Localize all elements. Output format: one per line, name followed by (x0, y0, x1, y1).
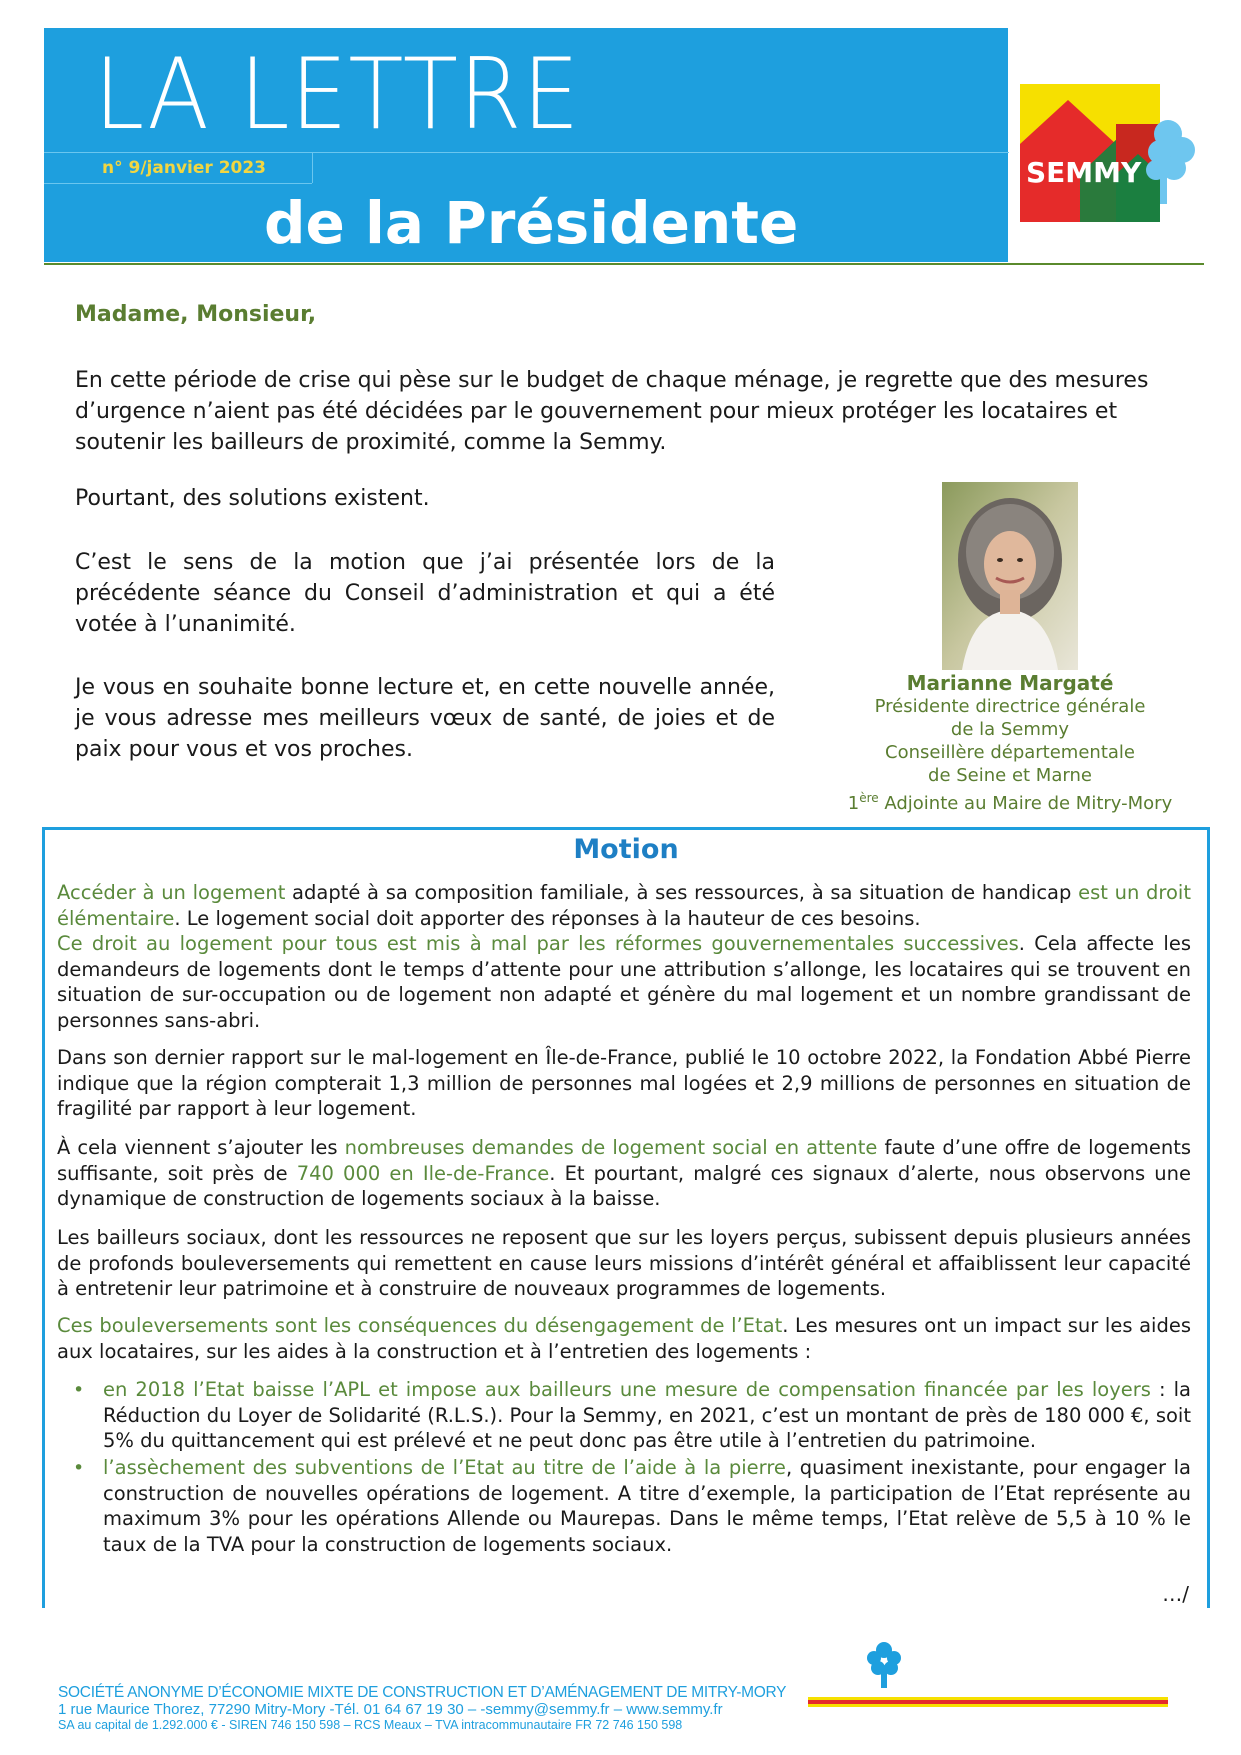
highlight: en 2018 l’Etat baisse l’APL et impose aux bailleurs une mesure de compensation financée par les loyers (103, 1378, 1151, 1401)
motion-paragraph-3 (57, 1135, 1191, 1212)
text: . Et pourtant, malgré ces signaux d’alerte, nous observons une dynamique de construction de logements sociaux à la baisse. (57, 1161, 1191, 1210)
letter-paragraph-4: Je vous en souhaite bonne lecture et, en cette nouvelle année, je vous adresse mes meilleurs vœux de santé, de joies et de paix pour vous et vos proches. (75, 675, 775, 762)
tree-icon (864, 1640, 904, 1690)
signature-role-1: Présidente directrice générale (874, 696, 1146, 717)
motion-title: Motion (573, 834, 679, 865)
motion-bullet-1 (103, 1377, 1191, 1454)
logo-text: SEMMY (1026, 156, 1142, 189)
letter-paragraph-1: En cette période de crise qui pèse sur le budget de chaque ménage, je regrette que des mesures d’urgence n’aient pas été décidées par le gouvernement pour mieux protéger les locataires et soutenir les bailleurs de proximité, comme la Semmy. (75, 368, 1149, 455)
highlight: 740 000 en Ile-de-France (296, 1161, 550, 1185)
letter-paragraph-2: Pourtant, des solutions existent. (75, 486, 430, 511)
footer (58, 1684, 786, 1733)
text: : la Réduction du Loyer de Solidarité (R.L.S.). Pour la Semmy, en 2021, c’est un montant de près de 180 000 €, soit 5% du quittancement qui est prélevé et ne peut donc pas être utile à l’entretien du patrimoine. (103, 1378, 1191, 1452)
highlight: Accéder à un logement (57, 881, 286, 904)
text: . Le logement social doit apporter des réponses à la hauteur de ces besoins. (174, 906, 921, 930)
issue-number: n° 9/janvier 2023 (102, 158, 267, 178)
signature-role-5-sup: ère (859, 791, 879, 805)
title-de-la-presidente: de la Présidente (264, 189, 799, 257)
highlight: Ces bouleversements sont les conséquences du désengagement de l’Etat (57, 1314, 783, 1337)
continued-marker: …/ (1162, 1582, 1189, 1606)
bullet-icon: • (73, 1457, 85, 1479)
highlight: est un droit élémentaire (57, 881, 1191, 930)
signature-role-5-num: 1 (847, 793, 860, 814)
signature-block (820, 672, 1200, 815)
footer-legal: SA au capital de 1.292.000 € - SIREN 746 150 598 – RCS Meaux – TVA intracommunautaire FR 72 746 150 598 (58, 1718, 683, 1732)
signature-name: Marianne Margaté (906, 671, 1114, 695)
highlight: Ce droit au logement pour tous est mis à mal par les réformes gouvernementales successives (57, 932, 1019, 955)
text: À cela viennent s’ajouter les (57, 1136, 345, 1159)
signature-role-4: de Seine et Marne (928, 765, 1092, 786)
motion-paragraph-1 (57, 880, 1191, 1033)
motion-paragraph-4: Les bailleurs sociaux, dont les ressources ne reposent que sur les loyers perçus, subissent depuis plusieurs années de profonds bouleversements qui remettent en cause leurs missions d’intérêt général et affaiblissent leur capacité à entretenir leur patrimoine et à construire de nouveaux programmes de logements. (57, 1226, 1191, 1300)
footer-company: SOCIÉTÉ ANONYME D’ÉCONOMIE MIXTE DE CONSTRUCTION ET D’AMÉNAGEMENT DE MITRY-MORY (58, 1684, 787, 1701)
header-divider (44, 263, 1204, 265)
issue-row-line-right (312, 152, 1009, 183)
text: . Les mesures ont un impact sur les aides aux locataires, sur les aides à la construction et à l’entretien des logements : (57, 1314, 1191, 1363)
highlight: l’assèchement des subventions de l’Etat au titre de l’aide à la pierre (103, 1456, 786, 1479)
footer-color-stripes (808, 1692, 1168, 1702)
signature-role-3: Conseillère départementale (885, 742, 1135, 763)
bullet-icon: • (73, 1379, 85, 1401)
portrait-photo (942, 482, 1078, 670)
header-banner (44, 28, 1008, 262)
signature-role-5-text: Adjointe au Maire de Mitry-Mory (878, 793, 1173, 814)
motion-paragraph-5 (57, 1313, 1191, 1364)
text: faute d’une offre de logements suffisante, soit près de (57, 1136, 1191, 1185)
letter-paragraph-3: C’est le sens de la motion que j’ai présentée lors de la précédente séance du Conseil d’administration et qui a été votée à l’unanimité. (75, 550, 775, 637)
text: , quasiment inexistante, pour engager la construction de nouvelles opérations de logement. A titre d’exemple, la participation de l’Etat représente au maximum 3% pour les opérations Allende ou Maurepas. Dans le même temps, l’Etat relève de 5,5 à 10 % le taux de la TVA pour la construction de logements sociaux. (103, 1456, 1191, 1556)
motion-paragraph-2: Dans son dernier rapport sur le mal-logement en Île-de-France, publié le 10 octobre 2022, la Fondation Abbé Pierre indique que la région compterait 1,3 million de personnes mal logées et 2,9 millions de personnes en situation de fragilité par rapport à leur logement. (57, 1046, 1191, 1120)
semmy-logo-icon (1020, 84, 1196, 224)
motion-bullet-2 (103, 1455, 1191, 1557)
signature-role-5 (820, 787, 1200, 815)
footer-address: 1 rue Maurice Thorez, 77290 Mitry-Mory -Tél. 01 64 67 19 30 – -semmy@semmy.fr – www.semmy.fr (58, 1701, 723, 1718)
text: adapté à sa composition familiale, à ses ressources, à sa situation de handicap (285, 881, 1079, 904)
title-la-lettre: LA LETTRE (94, 38, 581, 152)
text: . Cela affecte les demandeurs de logements dont le temps d’attente pour une attribution s’allonge, les locataires qui se trouvent en situation de sur-occupation ou de logement non adapté et génère du mal logement et un nombre grandissant de personnes sans-abri. (57, 932, 1191, 1032)
salutation: Madame, Monsieur, (75, 302, 317, 327)
signature-role-2: de la Semmy (950, 719, 1070, 740)
motion-box (42, 827, 1210, 1608)
highlight: nombreuses demandes de logement social en attente (344, 1136, 878, 1159)
